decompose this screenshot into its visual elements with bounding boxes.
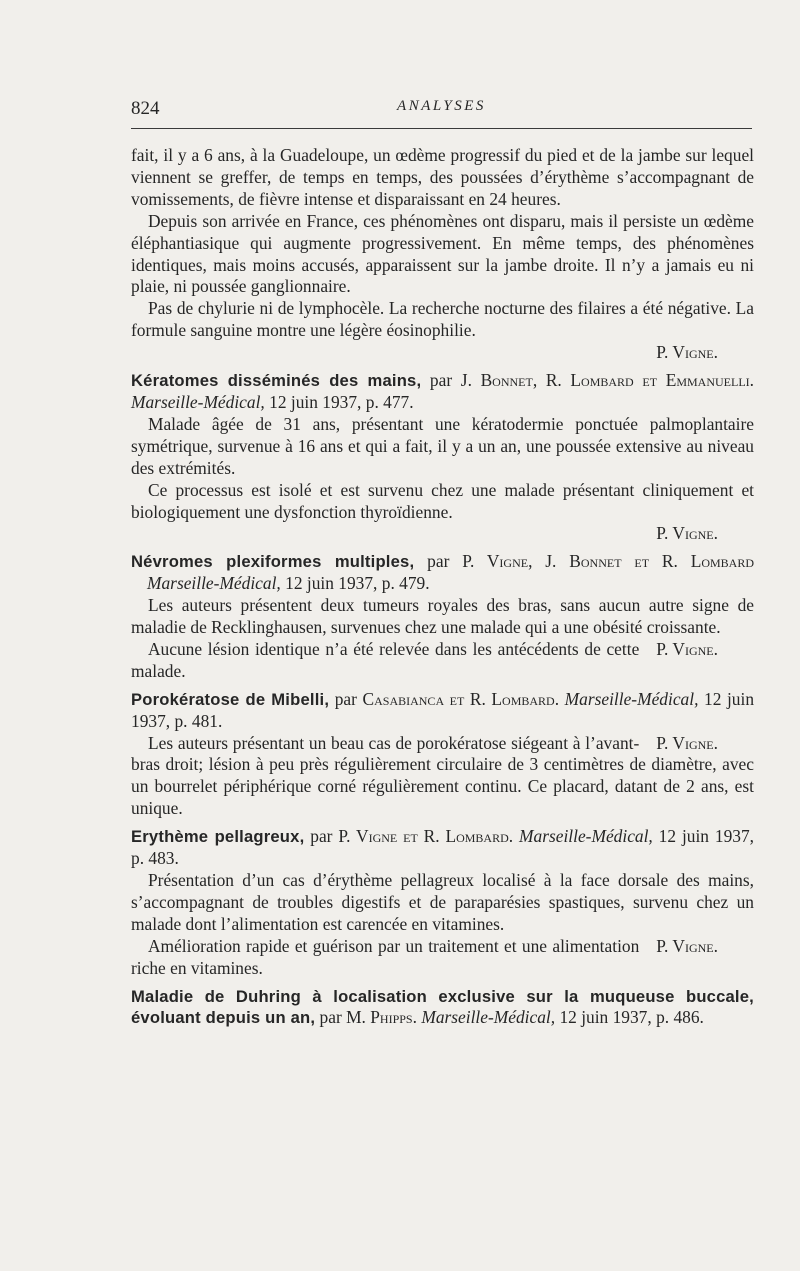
- entry-heading: [131, 986, 754, 1030]
- entry-heading: [131, 370, 754, 414]
- article-title: Kératomes disséminés des mains,: [131, 371, 422, 391]
- reference: 12 juin 1937, p. 483.: [131, 826, 755, 869]
- journal: Marseille-Médical,: [564, 688, 699, 709]
- entry-heading: [131, 551, 754, 595]
- abstract-paragraph: Présentation d’un cas d’érythème pellagreux localisé à la face dorsale des mains, s’accompagnant de troubles digestifs et de paraparésies spastiques, survenu chez un malade dont l’alimentation est carencée en vitamines.: [131, 870, 754, 934]
- journal: Marseille-Médical,: [131, 391, 265, 412]
- abstract-text: Amélioration rapide et guérison par un traitement et une alimentation riche en vitamines.: [131, 935, 640, 978]
- authors: P. Vigne et R. Lombard.: [338, 826, 514, 847]
- running-title: ANALYSES: [397, 98, 486, 114]
- page-body: [131, 145, 754, 1029]
- intro-paragraph: Depuis son arrivée en France, ces phénomènes ont disparu, mais il persiste un œdème éléphantiasique qui augmente progressivement. En même temps, des phénomènes identiques, mais moins accusés, apparaissent sur la jambe droite. Il n’y a jamais eu ni plaie, ni poussée ganglionnaire.: [131, 210, 754, 297]
- signature: P. Vigne.: [656, 638, 718, 659]
- abstract-entry: [131, 826, 754, 979]
- intro-paragraph: Pas de chylurie ni de lymphocèle. La recherche nocturne des filaires a été négative. La formule sanguine montre une légère éosinophilie.: [131, 298, 754, 341]
- article-title: Erythème pellagreux,: [131, 827, 305, 847]
- header-rule: [131, 128, 752, 129]
- reference: 12 juin 1937, p. 486.: [555, 1007, 704, 1028]
- abstract-text: Les auteurs présentant un beau cas de porokératose siégeant à l’avant-bras droit; lésion à peu près régulièrement circulaire de 3 centimètres de diamètre, avec un bourrelet périphérique corné régulièrement continu. Ce placard, datant de 2 ans, est unique.: [131, 732, 754, 819]
- by-word: par: [315, 1007, 347, 1028]
- journal: Marseille-Médical,: [147, 573, 281, 594]
- abstract-paragraph: [131, 733, 754, 821]
- journal: Marseille-Médical,: [519, 826, 653, 847]
- signature: P. Vigne.: [656, 342, 718, 363]
- entry-heading: [131, 689, 754, 733]
- entry-heading: [131, 826, 754, 870]
- article-title: Maladie de Duhring à localisation exclusive sur la muqueuse buccale, évoluant depuis un an,: [131, 986, 754, 1028]
- signature: P. Vigne.: [656, 935, 718, 956]
- abstract-entry: [131, 986, 754, 1030]
- abstract-paragraph: Malade âgée de 31 ans, présentant une kératodermie ponctuée palmoplantaire symétrique, survenue à 16 ans et qui a fait, il y a un an, une poussée extensive au niveau des extrémités.: [131, 413, 754, 478]
- abstract-paragraph: Les auteurs présentent deux tumeurs royales des bras, sans aucun autre signe de maladie de Recklinghausen, survenues chez une malade qui a une obésité croissante.: [131, 595, 754, 638]
- reference: 12 juin 1937, p. 477.: [264, 391, 414, 412]
- abstract-entry: [131, 370, 754, 545]
- by-word: par: [329, 688, 363, 709]
- abstract-text: Aucune lésion identique n’a été relevée dans les antécédents de cette malade.: [131, 638, 640, 681]
- authors: Casabianca et R. Lombard.: [362, 688, 560, 709]
- page-number: 824: [131, 98, 160, 119]
- signature: P. Vigne.: [656, 523, 718, 544]
- by-word: par: [304, 826, 339, 847]
- authors: P. Vigne, J. Bonnet et R. Lombard: [462, 551, 755, 572]
- journal: Marseille-Médical,: [421, 1007, 556, 1028]
- reference: 12 juin 1937, p. 479.: [280, 573, 430, 594]
- signature: P. Vigne.: [656, 732, 718, 753]
- article-title: Porokératose de Mibelli,: [131, 689, 330, 709]
- abstract-paragraph: [131, 639, 754, 683]
- authors: J. Bonnet, R. Lombard et Emmanuelli.: [460, 370, 754, 391]
- reference: 12 juin 1937, p. 481.: [131, 688, 755, 731]
- by-word: par: [421, 370, 461, 391]
- abstract-paragraph: Ce processus est isolé et est survenu chez une malade présentant cliniquement et biologiquement une dysfonction thyroïdienne.: [131, 479, 754, 522]
- article-title: Névromes plexiformes multiples,: [131, 552, 415, 572]
- intro-paragraph: fait, il y a 6 ans, à la Guadeloupe, un œdème progressif du pied et de la jambe sur lequel viennent se greffer, de temps en temps, des poussées d’érythème s’accompagnant de vomissements, de fièvre intense et disparaissant en 24 heures.: [131, 145, 754, 209]
- authors: M. Phipps.: [346, 1007, 417, 1028]
- page-header: [131, 98, 752, 122]
- by-word: par: [414, 551, 463, 572]
- abstract-entry: [131, 689, 754, 820]
- abstract-entry: [131, 551, 754, 682]
- abstract-paragraph: [131, 936, 754, 980]
